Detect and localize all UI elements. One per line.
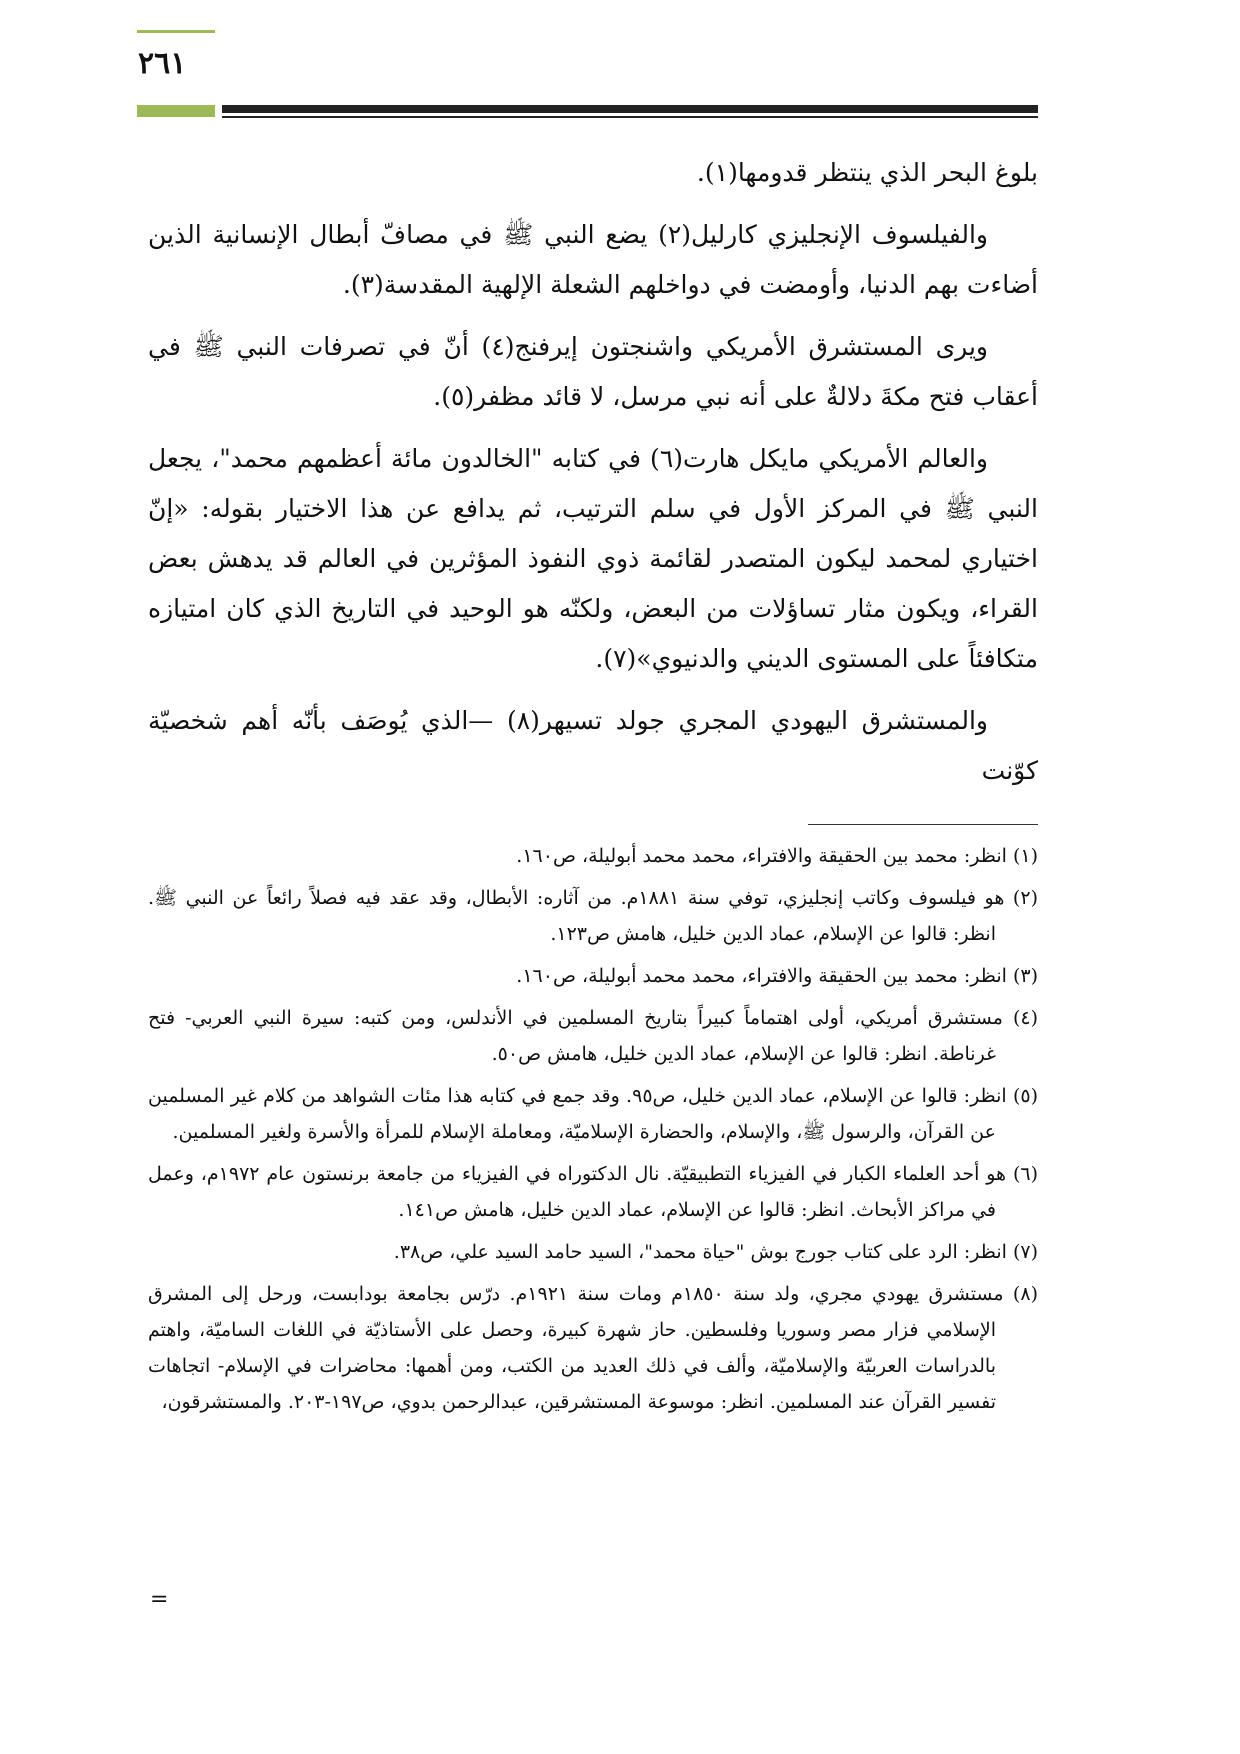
footnote: (٥) انظر: قالوا عن الإسلام، عماد الدين خليل، ص٩٥. وقد جمع في كتابه هذا مئات الشواهد من كلام غير المسلمين عن القرآن، والرسول ﷺ، والإسلام، والحضارة الإسلاميّة، ومعاملة الإسلام للمرأة والأسرة ولغير المسلمين. [148, 1085, 1038, 1143]
footnotes [148, 838, 1038, 1426]
header-rule-thin [222, 116, 1038, 118]
page-number: ٢٦١ [138, 46, 187, 81]
footnote: (٢) هو فيلسوف وكاتب إنجليزي، توفي سنة ١٨٨١م. من آثاره: الأبطال، وقد عقد فيه فصلاً رائعاً عن النبي ﷺ. انظر: قالوا عن الإسلام، عماد الدين خليل، هامش ص١٢٣. [148, 887, 1038, 945]
paragraph: والعالم الأمريكي مايكل هارت(٦) في كتابه "الخالدون مائة أعظمهم محمد"، يجعل النبي ﷺ في المركز الأول في سلم الترتيب، ثم يدافع عن هذا الاختيار بقوله: «إنّ اختياري لمحمد ليكون المتصدر لقائمة ذوي النفوذ المؤثرين في العالم قد يدهش بعض القراء، ويكون مثار تساؤلات من البعض، ولكنّه هو الوحيد في التاريخ الذي كان امتيازه متكافئاً على المستوى الديني والدنيوي»(٧). [148, 444, 1038, 673]
paragraph: والفيلسوف الإنجليزي كارليل(٢) يضع النبي ﷺ في مصافّ أبطال الإنسانية الذين أضاءت بهم الدنيا، وأومضت في دواخلهم الشعلة الإلهية المقدسة(٣). [148, 220, 1038, 299]
footnote: (١) انظر: محمد بين الحقيقة والافتراء، محمد محمد أبوليلة، ص١٦٠. [516, 845, 1038, 867]
footnote: (٧) انظر: الرد على كتاب جورج بوش "حياة محمد"، السيد حامد السيد علي، ص٣٨. [393, 1241, 1038, 1263]
header-accent-line-top [137, 30, 215, 33]
paragraph: والمستشرق اليهودي المجري جولد تسيهر(٨) —الذي يُوصَف بأنّه أهم شخصيّة كوّنت [148, 706, 1038, 785]
header-accent-bar [137, 105, 215, 117]
footnote: (٤) مستشرق أمريكي، أولى اهتماماً كبيراً بتاريخ المسلمين في الأندلس، ومن كتبه: سيرة النبي العربي- فتح غرناطة. انظر: قالوا عن الإسلام، عماد الدين خليل، هامش ص٥٠. [148, 1007, 1038, 1065]
footnote: (٨) مستشرق يهودي مجري، ولد سنة ١٨٥٠م ومات سنة ١٩٢١م. درّس بجامعة بودابست، ورحل إلى المشرق الإسلامي فزار مصر وسوريا وفلسطين. حاز شهرة كبيرة، وحصل على الأستاذيّة في اللغات الساميّة، واهتم بالدراسات العربيّة والإسلاميّة، وألف في ذلك العديد من الكتب، ومن أهمها: محاضرات في الإسلام- اتجاهات تفسير القرآن عند المسلمين. انظر: موسوعة المستشرقين، عبدالرحمن بدوي، ص١٩٧-٢٠٣. والمستشرقون، [148, 1283, 1038, 1413]
footnote: (٦) هو أحد العلماء الكبار في الفيزياء التطبيقيّة. نال الدكتوراه في الفيزياء من جامعة برنستون عام ١٩٧٢م، وعمل في مراكز الأبحاث. انظر: قالوا عن الإسلام، عماد الدين خليل، هامش ص١٤١. [148, 1163, 1038, 1221]
footnote: (٣) انظر: محمد بين الحقيقة والافتراء، محمد محمد أبوليلة، ص١٦٠. [516, 965, 1038, 987]
paragraph: ويرى المستشرق الأمريكي واشنجتون إيرفنج(٤) أنّ في تصرفات النبي ﷺ في أعقاب فتح مكةَ دلالةٌ على أنه نبي مرسل، لا قائد مظفر(٥). [148, 332, 1038, 411]
footnote-continuation-mark: = [150, 1587, 169, 1612]
footnote-separator [808, 824, 1038, 825]
main-text [148, 148, 1038, 808]
paragraph: بلوغ البحر الذي ينتظر قدومها(١). [696, 158, 1038, 187]
header-rule-thick [222, 105, 1038, 113]
